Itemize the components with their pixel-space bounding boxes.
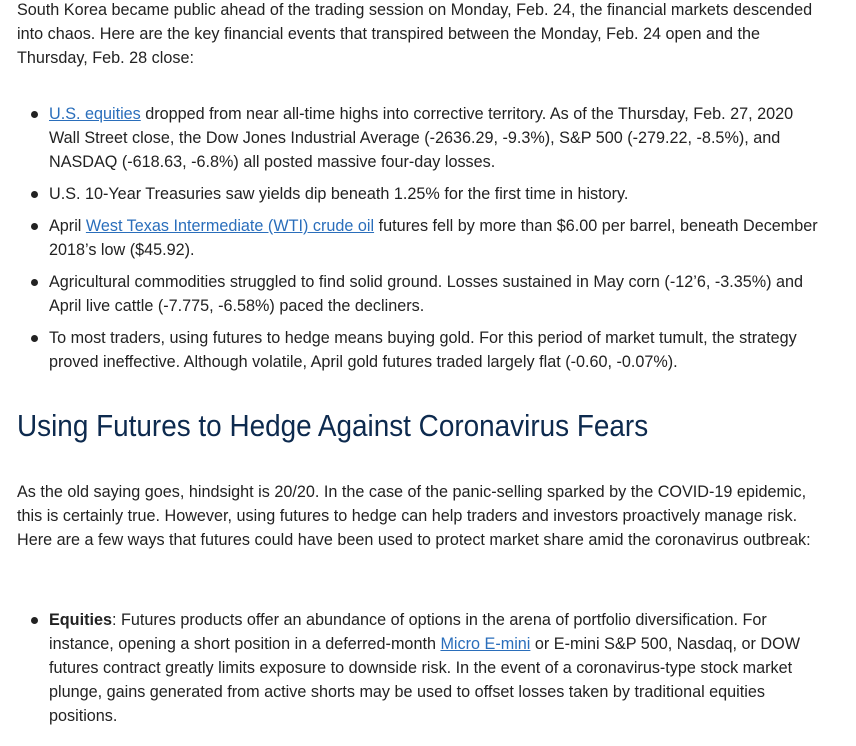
list-item (0, 214, 820, 262)
bullet-icon (31, 335, 38, 342)
list-item-text: April (49, 217, 86, 235)
bullet-icon (31, 223, 38, 230)
intro-paragraph: South Korea became public ahead of the trading session on Monday, Feb. 24, the financial markets descended into chaos. Here are the key financial events that transpired between the Monday, Feb. 24 open and the Thursday, Feb. 28 close: (17, 1, 813, 67)
list-item-text: Agricultural commodities struggled to find solid ground. Losses sustained in May corn (-12’6, -3.35%) and April live cattle (-7.775, -6.58%) paced the decliners. (49, 273, 803, 315)
hedge-intro-paragraph: As the old saying goes, hindsight is 20/20. In the case of the panic-selling sparked by the COVID-19 epidemic, this is certainly true. However, using futures to hedge can help traders and investors proactively manage risk. Here are a few ways that futures could have been used to protect market share amid the coronavirus outbreak: (17, 483, 811, 549)
strategy-title: Equities (49, 611, 112, 629)
bullet-icon (31, 279, 38, 286)
bullet-icon (31, 111, 38, 118)
bullet-icon (31, 617, 38, 624)
micro-emini-link[interactable]: Micro E-mini (440, 635, 531, 653)
list-item-text: or E-mini S&P 500, Nasdaq, or DOW futures contract greatly limits exposure to downside risk. In the event of a coronavirus-type stock market plunge, gains generated from active shorts may be used to offset losses taken by traditional equities positions. (49, 635, 800, 725)
list-item-text: dropped from near all-time highs into corrective territory. As of the Thursday, Feb. 27, 2020 Wall Street close, the Dow Jones Industrial Average (-2636.29, -9.3%), S&P 500 (-279.22, -8.5%), and NASDAQ (-618.63, -6.8%) all posted massive four-day losses. (49, 105, 794, 171)
list-item-text: futures fell by more than $6.00 per barrel, beneath December 2018’s low ($45.92). (49, 217, 818, 259)
list-item (0, 102, 820, 174)
list-item (0, 326, 820, 374)
list-item (0, 182, 820, 206)
list-item-text: To most traders, using futures to hedge means buying gold. For this period of market tumult, the strategy proved ineffective. Although volatile, April gold futures traded largely flat (-0.60, -0.07%). (49, 329, 797, 371)
section-heading: Using Futures to Hedge Against Coronavirus Fears (17, 408, 649, 443)
market-events-list (0, 102, 820, 382)
hedge-strategies-list (0, 608, 820, 736)
wti-crude-oil-link[interactable]: West Texas Intermediate (WTI) crude oil (85, 217, 375, 235)
list-item-text: : Futures products offer an abundance of options in the arena of portfolio diversification. For instance, opening a short position in a deferred-month (49, 611, 767, 653)
list-item (0, 608, 820, 728)
list-item-text: U.S. 10-Year Treasuries saw yields dip beneath 1.25% for the first time in history. (49, 185, 629, 203)
bullet-icon (31, 191, 38, 198)
us-equities-link[interactable]: U.S. equities (49, 105, 141, 123)
list-item (0, 270, 820, 318)
